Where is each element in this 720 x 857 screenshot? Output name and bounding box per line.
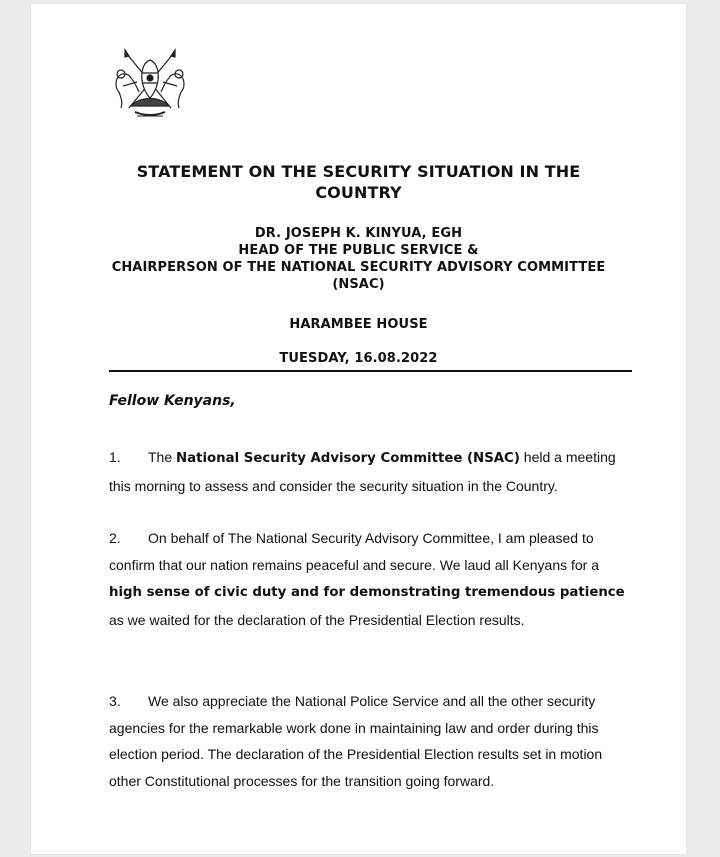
venue: HARAMBEE HOUSE: [289, 317, 428, 332]
author-role: HEAD OF THE PUBLIC SERVICE &: [238, 243, 479, 258]
paragraph-text: as we waited for the declaration of the Presidential Election results.: [109, 611, 525, 628]
paragraph-2: [109, 525, 634, 633]
author-role: CHAIRPERSON OF THE NATIONAL SECURITY ADVISORY COMMITTEE: [111, 260, 606, 275]
header-divider: [109, 370, 632, 372]
author-name: DR. JOSEPH K. KINYUA, EGH: [254, 226, 463, 241]
paragraph-text: On behalf of The National Security Advisory Committee, I am pleased to confirm that our nation remains peaceful and secure. We laud all Kenyans for a: [109, 530, 600, 573]
paragraph-emphasis: National Security Advisory Committee (NSAC): [176, 451, 520, 466]
paragraph-3: [109, 688, 634, 794]
paragraph-text: The: [148, 449, 177, 465]
paragraph-number: 1.: [109, 449, 121, 465]
statement-date: TUESDAY, 16.08.2022: [279, 351, 438, 366]
paragraph-number: 2.: [109, 530, 121, 546]
author-block: [31, 225, 686, 293]
coat-of-arms-icon: [109, 46, 191, 122]
author-role: (NSAC): [332, 277, 385, 292]
paragraph-text: held a meeting this morning to assess and consider the security situation in the Country.: [109, 449, 616, 494]
statement-title: [31, 161, 686, 203]
salutation: Fellow Kenyans,: [109, 393, 236, 409]
title-line: STATEMENT ON THE SECURITY SITUATION IN THE: [136, 162, 581, 181]
paragraph-1: [109, 444, 634, 499]
document-page: [31, 4, 686, 854]
paragraph-emphasis: high sense of civic duty and for demonstrating tremendous patience: [109, 585, 625, 600]
paragraph-text: We also appreciate the National Police Service and all the other security agencies for the remarkable work done in maintaining law and order during this election period. The declaration of the Presidential Election results set in motion other Constitutional processes for the transition going forward.: [109, 693, 603, 789]
title-line: COUNTRY: [315, 183, 402, 202]
paragraph-number: 3.: [109, 693, 121, 709]
